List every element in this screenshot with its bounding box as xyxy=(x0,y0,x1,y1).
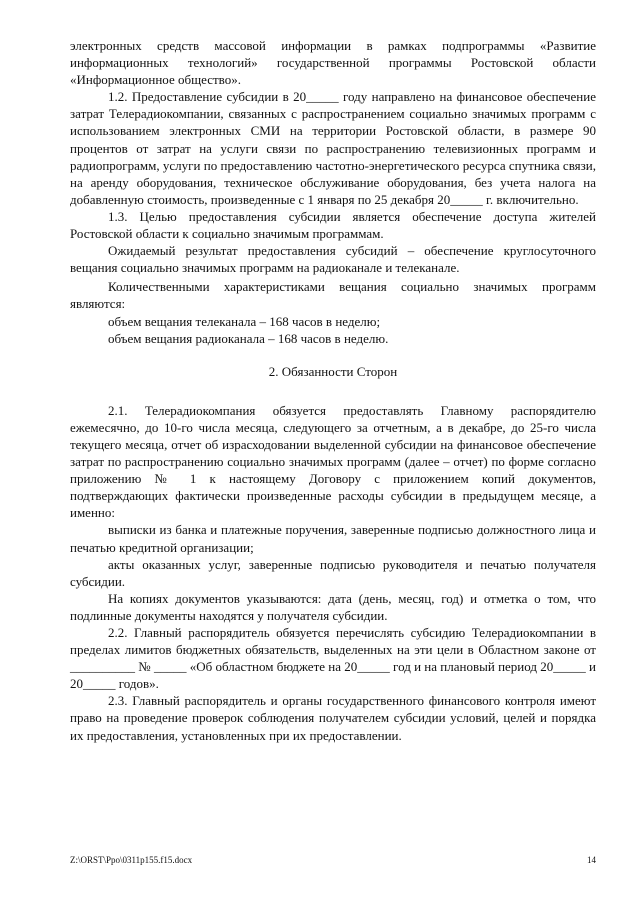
paragraph-service-acts: акты оказанных услуг, заверенные подписью руководителя и печатью получателя субсидии. xyxy=(70,556,596,589)
list-item-radio-volume: объем вещания радиоканала – 168 часов в неделю. xyxy=(108,330,389,346)
paragraph-1-2: 1.2. Предоставление субсидии в 20_____ году направлено на финансовое обеспечение затрат Телерадиокомпании, связанных с распространением социально значимых программ с использованием электронных СМИ на территории Ростовской области, в размере 90 процентов от затрат на услуги связи по распространению телевизионных программ и радиопрограмм, услуги по предоставлению частотно-энергетического ресурса спутника связи, на аренду оборудования, техническое обслуживание оборудования, без учета налога на добавленную стоимость, произведенные с 1 января по 25 декабря 20_____ г. включительно. xyxy=(70,89,596,207)
paragraph-1-3: 1.3. Целью предоставления субсидии является обеспечение доступа жителей Ростовской области к социально значимым программам. xyxy=(70,208,596,242)
page-number: 14 xyxy=(587,855,596,865)
list-item-tv-volume: объем вещания телеканала – 168 часов в неделю; xyxy=(108,313,381,329)
paragraph-characteristics: Количественными характеристиками вещания социально значимых программ являются: xyxy=(70,279,596,312)
footer-file-path: Z:\ORST\Ppo\0311p155.f15.docx xyxy=(70,855,193,865)
paragraph-2-1: 2.1. Телерадиокомпания обязуется предоставлять Главному распорядителю ежемесячно, до 10-го числа месяца, следующего за отчетным, а в декабре, до 25-го числа текущего месяца, отчет об израсходовании выделенной субсидии на финансовое обеспечение затрат по распространению социально значимых программ (далее – отчет) по форме согласно приложению № 1 к настоящему Договору с приложением копий документов, подтверждающих фактически произведенные расходы субсидии в предыдущем месяце, а именно: xyxy=(70,402,596,521)
paragraph-1-1-continued: электронных средств массовой информации в рамках подпрограммы «Развитие информационных технологий» государственной программы Ростовской области «Информационное общество». xyxy=(70,38,596,88)
paragraph-2-2: 2.2. Главный распорядитель обязуется перечислять субсидию Телерадиокомпании в пределах лимитов бюджетных обязательств, выделенных на эти цели в Областном законе от __________ № _____ «Об областном бюджете на 20_____ год и на плановый период 20_____ и 20_____ годов». xyxy=(70,625,596,692)
paragraph-bank-statements: выписки из банка и платежные поручения, заверенные подписью должностного лица и печатью кредитной организации; xyxy=(70,522,596,555)
paragraph-document-copies: На копиях документов указываются: дата (день, месяц, год) и отметка о том, что подлинные документы находятся у получателя субсидии. xyxy=(70,590,596,623)
paragraph-expected-result: Ожидаемый результат предоставления субсидий – обеспечение круглосуточного вещания социально значимых программ на радиоканале и телеканале. xyxy=(70,243,596,276)
section-heading: 2. Обязанности Сторон xyxy=(268,363,398,379)
paragraph-2-3: 2.3. Главный распорядитель и органы государственного финансового контроля имеют право на проведение проверок соблюдения получателем субсидии условий, целей и порядка их предоставления, установленных при их предоставлении. xyxy=(70,693,596,743)
document-page xyxy=(70,37,596,744)
